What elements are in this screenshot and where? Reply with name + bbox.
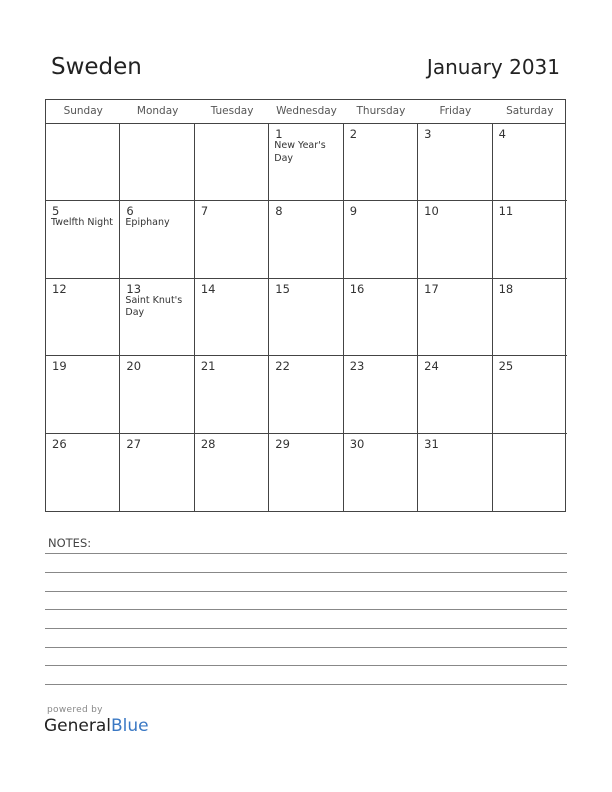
day-number: 14	[200, 281, 216, 296]
powered-by-text: powered by	[47, 705, 103, 715]
day-cell	[195, 279, 269, 356]
brand-general: General	[44, 716, 111, 736]
day-cell	[46, 434, 120, 511]
weekday-friday: Friday	[439, 105, 472, 117]
day-number: 4	[498, 127, 506, 141]
day-number: 12	[52, 281, 67, 296]
holiday-label: Saint Knut's Day	[125, 294, 183, 319]
day-cell	[195, 124, 269, 201]
day-cell	[195, 434, 269, 511]
day-number: 3	[424, 127, 432, 141]
note-line	[45, 609, 567, 610]
day-cell	[493, 434, 567, 511]
note-line	[45, 553, 567, 554]
day-cell	[120, 356, 194, 433]
day-number: 10	[424, 204, 439, 219]
day-number: 1	[275, 127, 283, 141]
weekday-wednesday: Wednesday	[276, 105, 337, 117]
day-cell	[269, 356, 343, 433]
day-number: 16	[349, 281, 365, 296]
day-cell	[344, 434, 418, 511]
weekday-sunday: Sunday	[63, 105, 103, 117]
weekday-saturday: Saturday	[506, 105, 554, 117]
holiday-label: New Year's Day	[274, 140, 326, 164]
day-cell	[418, 434, 492, 511]
day-cell	[195, 356, 269, 433]
day-number: 19	[52, 359, 67, 374]
page-title: Sweden	[51, 54, 142, 80]
day-cell	[344, 201, 418, 278]
day-cell	[344, 124, 418, 201]
day-cell	[493, 201, 567, 278]
day-number: 24	[424, 359, 439, 374]
weekday-tuesday: Tuesday	[210, 105, 254, 117]
day-number: 28	[200, 436, 216, 451]
day-cell	[493, 356, 567, 433]
day-number: 31	[424, 436, 439, 451]
day-cell	[46, 124, 120, 201]
day-number: 5	[52, 204, 60, 219]
note-line	[45, 665, 567, 666]
day-cell	[418, 356, 492, 433]
day-cell	[46, 201, 120, 278]
brand-logo	[44, 716, 149, 736]
notes-label: NOTES:	[48, 536, 92, 550]
day-number: 11	[498, 204, 514, 219]
day-number: 17	[424, 281, 439, 296]
day-number: 20	[126, 359, 142, 374]
day-cell	[195, 201, 269, 278]
day-cell	[418, 201, 492, 278]
day-number: 29	[275, 436, 290, 451]
day-cell	[120, 434, 194, 511]
day-number: 23	[349, 359, 365, 374]
note-line	[45, 628, 567, 629]
day-cell	[344, 279, 418, 356]
note-line	[45, 591, 567, 592]
weekday-monday: Monday	[136, 105, 179, 117]
day-cell	[344, 356, 418, 433]
day-number: 8	[275, 204, 283, 219]
day-cell	[493, 124, 567, 201]
day-number: 26	[52, 436, 67, 451]
day-number: 27	[126, 436, 142, 451]
day-number: 13	[126, 281, 142, 296]
day-number: 18	[498, 281, 514, 296]
day-cell	[120, 201, 194, 278]
day-cell	[418, 279, 492, 356]
day-cell	[120, 124, 194, 201]
day-cell	[493, 279, 567, 356]
note-line	[45, 647, 567, 648]
note-line	[45, 684, 567, 685]
day-number: 25	[498, 359, 514, 374]
day-number: 6	[126, 204, 134, 219]
day-number: 21	[200, 359, 216, 374]
day-cell	[120, 279, 194, 356]
brand-blue: Blue	[111, 716, 149, 736]
day-cell	[418, 124, 492, 201]
holiday-label: Twelfth Night	[51, 217, 113, 229]
day-number: 9	[349, 204, 358, 219]
day-cell	[269, 279, 343, 356]
weekday-header	[46, 100, 565, 124]
day-cell	[46, 279, 120, 356]
day-cell	[269, 201, 343, 278]
day-cell	[269, 434, 343, 511]
weekday-thursday: Thursday	[356, 105, 406, 117]
day-number: 22	[275, 359, 290, 374]
day-cell	[269, 124, 343, 201]
note-line	[45, 572, 567, 573]
month-year-title: January 2031	[426, 55, 560, 79]
day-number: 30	[349, 436, 365, 451]
day-cell	[46, 356, 120, 433]
holiday-label: Epiphany	[125, 217, 170, 229]
calendar-grid	[45, 99, 566, 512]
day-number: 7	[200, 204, 209, 219]
day-number: 2	[349, 127, 358, 141]
day-number: 15	[275, 281, 290, 296]
